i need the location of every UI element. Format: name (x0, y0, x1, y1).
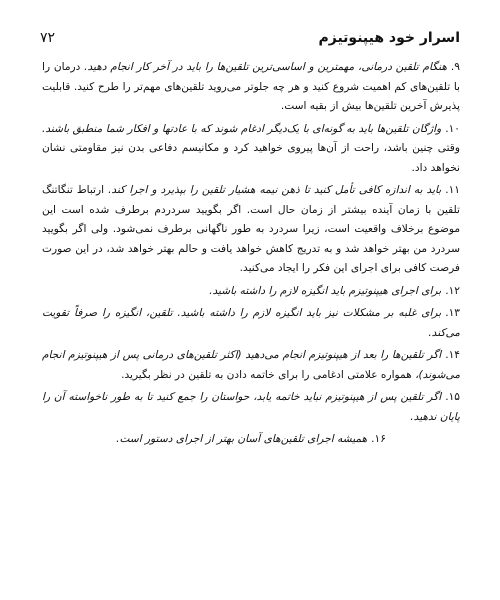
list-item (42, 181, 460, 279)
list-item (42, 304, 460, 343)
item-number: ۱۵. (445, 391, 460, 403)
book-title: اسرار خود هیپنوتیزم (318, 30, 460, 46)
list-item (42, 58, 460, 117)
list-item (42, 388, 460, 427)
item-italic-text: هنگام تلقین درمانی، مهمترین و اساسی‌ترین تلقین‌ها را باید در آخر کار انجام دهید. (84, 61, 447, 73)
item-number: ۱۴. (445, 349, 460, 361)
item-number: ۱۲. (445, 284, 460, 297)
item-plain-text: همواره علامتی ادغامی را برای خاتمه دادن به تلقین در نظر بگیرید. (121, 368, 412, 381)
item-plain-text: وقتی چنین باشد، راحت از آن‌ها پیروی خواهید کرد و مکانیسم دفاعی بدن نیز مقاومتی نشان نخواهد داد. (42, 142, 460, 174)
item-number: ۱۳. (445, 307, 460, 319)
list-item (42, 282, 460, 302)
item-plain-text: درمان را با تلقین‌های کم اهمیت شروع کنید و هر چه جلوتر می‌روید تلقین‌های مهم‌تر را طرح کنید. قابلیت پذیرش آخرین تلقین‌ها بیش از بقیه است. (42, 61, 460, 112)
item-number: ۱۰. (445, 122, 460, 135)
item-italic-text: برای غلبه بر مشکلات نیز باید انگیزه لازم را داشته باشید. تلقین، انگیزه را صرفاً تقویت می‌کند. (42, 307, 460, 339)
page-header (40, 30, 460, 52)
item-italic-text: باید به اندازه کافی تأمل کنید تا ذهن نیمه هشیار تلقین را بپذیرد و اجرا کند. (108, 184, 442, 196)
item-italic-text: اگر تلقین‌ها را بعد از هیپنوتیزم انجام می‌دهید (اکثر تلقین‌های درمانی پس از هیپنوتیزم انجام می‌شوند)، (42, 349, 460, 381)
item-italic-text: اگر تلقین پس از هیپنوتیزم نباید خاتمه یابد، حواستان را جمع کنید تا به طور ناخواسته آن را پایان ندهید. (42, 391, 460, 423)
item-plain-text: ارتباط تنگاتنگ تلقین با زمان آینده بیشتر از زمان حال است. اگر بگویید سردردم برطرف شده است این موضوع برخلاف واقعیت است، زیرا سردرد به طور ناگهانی برطرف نمی‌شود. ولی اگر بگویید سردرد من بهتر خواهد شد و به تدریج کاهش خواهد یافت و حالم بهتر خواهد شد، در این صورت فرصت کافی برای اجرای این فکر را ایجاد می‌کنید. (42, 184, 460, 274)
item-number: ۱۱. (445, 184, 460, 196)
list-item (42, 430, 460, 450)
item-number: ۹. (450, 61, 460, 73)
item-number: ۱۶. (371, 433, 386, 445)
item-italic-text: برای اجرای هیپنوتیزم باید انگیزه لازم را داشته باشید. (209, 284, 442, 297)
page-number: ۷۲ (40, 30, 56, 46)
item-italic-text: همیشه اجرای تلقین‌های آسان بهتر از اجرای دستور است. (116, 433, 368, 445)
item-italic-text: واژگان تلقین‌ها باید به گونه‌ای با یک‌دیگر ادغام شوند که با عادتها و افکار شما منطبق باشند. (42, 122, 442, 135)
page-content (42, 58, 460, 453)
list-item (42, 346, 460, 385)
list-item (42, 120, 460, 179)
